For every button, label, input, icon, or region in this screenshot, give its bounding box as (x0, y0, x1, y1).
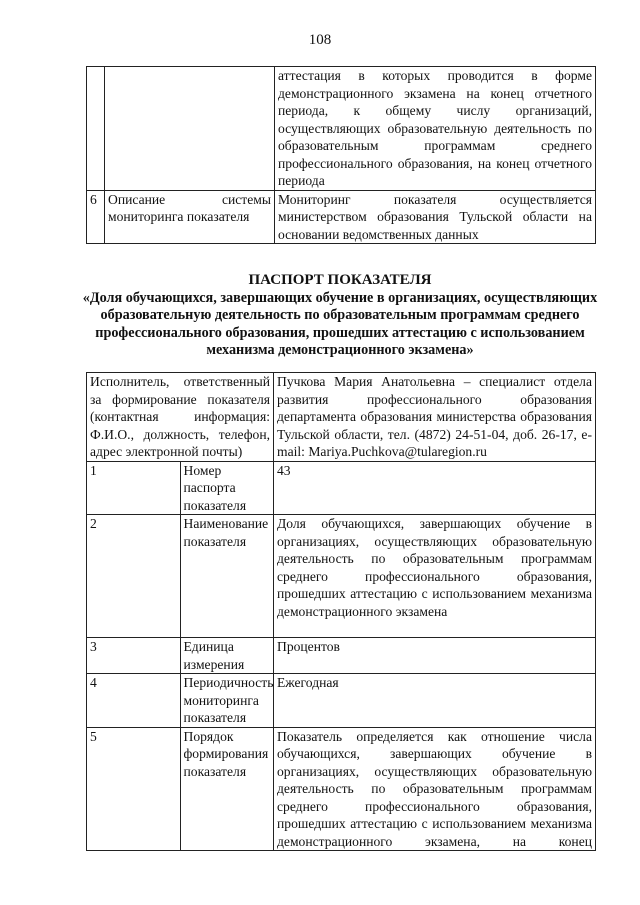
passport-table (86, 372, 596, 851)
row-value-cell: Мониторинг показателя осуществляется министерством образования Тульской области на основании ведомственных данных (275, 190, 596, 244)
table-row (87, 373, 596, 462)
row-value-cell: Ежегодная (274, 674, 596, 728)
passport-subtitle: «Доля обучающихся, завершающих обучение в организациях, осуществляющих образовательную деятельность по образовательным программам среднего профессионального образования, прошедших аттестацию с использованием механизма демонстрационного экзамена» (82, 289, 598, 358)
passport-title: ПАСПОРТ ПОКАЗАТЕЛЯ (248, 272, 432, 288)
row-value-cell: Показатель определяется как отношение числа обучающихся, завершающих обучение в организациях, осуществляющих образовательную деятельность по образовательным программам среднего профессионального образования, прошедших аттестацию с использованием механизма демонстрационного экзамена, на конец (274, 727, 596, 851)
row-value-cell: 43 (274, 461, 596, 515)
table-row (87, 674, 596, 728)
row-label-cell: Периодичность мониторинга показателя (180, 674, 274, 728)
row-value-cell: аттестация в которых проводится в форме демонстрационного экзамена на конец отчетного периода, к общему числу организаций, осуществляющих образовательную деятельность по образовательным программам среднего профессионального образования, на конец отчетного периода (275, 67, 596, 191)
table-row (87, 727, 596, 851)
table-row (87, 638, 596, 674)
row-number-cell (87, 67, 105, 191)
row-number-cell: 2 (87, 515, 181, 638)
row-label-cell: Порядок формирования показателя (180, 727, 274, 851)
row-label-cell: Номер паспорта показателя (180, 461, 274, 515)
continuation-table (86, 66, 596, 244)
passport-heading (80, 272, 600, 360)
executor-label-cell: Исполнитель, ответственный за формирование показателя (контактная информация: Ф.И.О., должность, телефон, адрес электронной почты) (87, 373, 274, 462)
table-row (87, 515, 596, 638)
row-number-cell: 1 (87, 461, 181, 515)
row-label-cell: Единица измерения (180, 638, 274, 674)
row-value-cell: Процентов (274, 638, 596, 674)
row-number-cell: 3 (87, 638, 181, 674)
row-value-cell: Доля обучающихся, завершающих обучение в организациях, осуществляющих образовательную деятельность по образовательным программам среднего профессионального образования, прошедших аттестацию с использованием механизма демонстрационного экзамена (274, 515, 596, 638)
table-row (87, 190, 596, 244)
page-number: 108 (308, 32, 332, 48)
table-row (87, 67, 596, 191)
row-label-cell: Описание системы мониторинга показателя (105, 190, 275, 244)
row-number-cell: 4 (87, 674, 181, 728)
row-label-cell (105, 67, 275, 191)
row-number-cell: 6 (87, 190, 105, 244)
executor-value-cell: Пучкова Мария Анатольевна – специалист отдела развития профессионального образования департамента образования министерства образования Тульской области, тел. (4872) 24-51-04, доб. 26-17, e-mail: Mariya.Puchkova@tularegion.ru (274, 373, 596, 462)
table-row (87, 461, 596, 515)
row-number-cell: 5 (87, 727, 181, 851)
row-label-cell: Наименование показателя (180, 515, 274, 638)
